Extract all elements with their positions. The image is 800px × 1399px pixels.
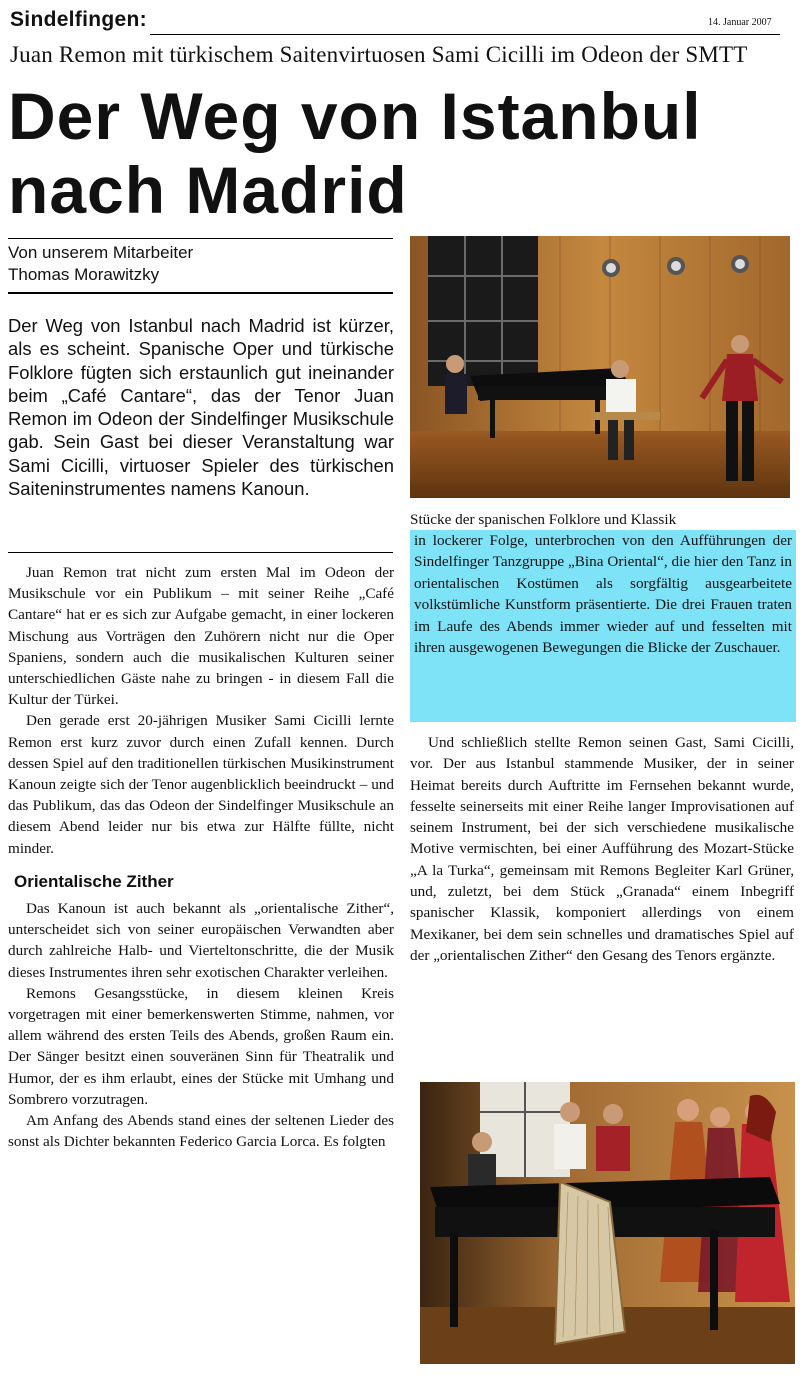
byline-line-1: Von unserem Mitarbeiter <box>8 243 194 262</box>
ensemble-photo <box>420 1082 795 1364</box>
subhead-orientalische-zither: Orientalische Zither <box>14 871 174 891</box>
concert-photo-image <box>410 236 790 498</box>
left-paragraph-3: Das Kanoun ist auch bekannt als „orientalische Zither“, unterscheidet sich von seiner europäischen Verwandten aber durch zahlreiche Halb- und Vierteltonschritte, die der Musik dieses Instrumentes ihren sehr exotischen Charakter verleihen. <box>8 900 394 981</box>
headline-line-1: Der Weg von Istanbul <box>8 79 702 153</box>
left-paragraph-2: Den gerade erst 20-jährigen Musiker Sami Cicilli lernte Remon erst kurz zuvor durch einen Zufall kennen. Durch dessen Spiel auf den traditionellen türkischen Musikinstrument Kanoun zeigte sich der Tenor augenblicklich beeindruckt – und das Publikum, das das Odeon der Sindelfinger Musikschule an diesem Abend leider nur bis etwa zur Hälfte füllte, nicht minder. <box>8 712 394 857</box>
left-paragraph-5: Am Anfang des Abends stand eines der seltenen Lieder des sonst als Dichter bekannten Federico Garcia Lorca. Es folgten <box>8 1112 394 1151</box>
concert-photo <box>410 236 790 498</box>
byline-line-2: Thomas Morawitzky <box>8 265 160 284</box>
right-column-body <box>410 732 794 966</box>
right-first-line: Stücke der spanischen Folklore und Klassik <box>410 511 677 528</box>
lead-bottom-rule <box>8 552 393 553</box>
lead-paragraph <box>8 314 394 500</box>
left-column <box>8 562 394 1152</box>
lead-text: Der Weg von Istanbul nach Madrid ist kürzer, als es scheint. Spanische Oper und türkische Folklore fügten sich erstaunlich gut ineinander beim „Café Cantare“, das der Tenor Juan Remon im Odeon der Sindelfinger Musikschule gab. Sein Gast bei dieser Veranstaltung war Sami Cicilli, virtuoser Spieler des türkischen Saiteninstrumentes namens Kanoun. <box>8 315 394 500</box>
left-paragraph-1: Juan Remon trat nicht zum ersten Mal im Odeon der Musikschule vor ein Publikum – mit seiner Reihe „Café Cantare“ hat er es sich zur Aufgabe gemacht, in einer lockeren Mischung aus Vorträgen den Zuhörern nicht nur die Oper Spaniens, sondern auch die musikalischen Kulturen seiner unterschiedlichen Gäste nahe zu bringen - in diesem Fall die Kultur der Türkei. <box>8 564 394 709</box>
highlighted-text: in lockerer Folge, unterbrochen von den Aufführungen der Sindelfinger Tanzgruppe „Bina Oriental“, die hier den Tanz in orientalischen Kostümen als sorgfältig ausgearbeitete volkstümliche Kunstform präsentierte. Die drei Frauen traten im Laufe des Abends immer wieder auf und fesselten mit ihren ausgewogenen Bewegungen die Blicke der Zuschauer. <box>414 532 792 657</box>
headline-line-2: nach Madrid <box>8 153 408 227</box>
right-paragraph-2: Und schließlich stellte Remon seinen Gast, Sami Cicilli, vor. Der aus Istanbul stammende Musiker, der in seiner Heimat bereits durch Auftritte im Fernsehen bekannt wurde, fesselte seinerseits mit einer Reihe langer Improvisationen auf seinem Instrument, bei der sich verschiedene musikalische Motive vermischten, bei einer Aufführung des Mozart-Stücke „A la Turka“, gemeinsam mit Remons Begleiter Karl Grüner, und, zuletzt, bei dem Stück „Granada“ einem Inbegriff spanischer Klassik, komponiert allerdings von einem Mexikaner, bei dem sein schnelles und dramatisches Spiel auf der „orientalischen Zither“ den Gesang des Tenors ergänzte. <box>410 734 794 964</box>
highlighted-passage <box>410 530 796 722</box>
left-paragraph-4: Remons Gesangsstücke, in diesem kleinen Kreis vorgetragen mit einer bemerkenswerten Stimme, nahmen, vor allem während des ersten Teils des Abends, großen Raum ein. Der Sänger besitzt einen souveränen Sinn für Theatralik und Humor, der es ihm erlaubt, eines der Stücke mit Umhang und Sombrero vorzutragen. <box>8 984 394 1108</box>
header-rule <box>150 34 780 35</box>
ensemble-photo-image <box>420 1082 795 1364</box>
byline-bottom-rule <box>8 292 393 294</box>
byline-top-rule <box>8 238 393 239</box>
location-label: Sindelfingen: <box>10 8 147 31</box>
kicker: Juan Remon mit türkischem Saitenvirtuosen Sami Cicilli im Odeon der SMTT <box>10 42 748 67</box>
date-label: 14. Januar 2007 <box>708 17 772 28</box>
